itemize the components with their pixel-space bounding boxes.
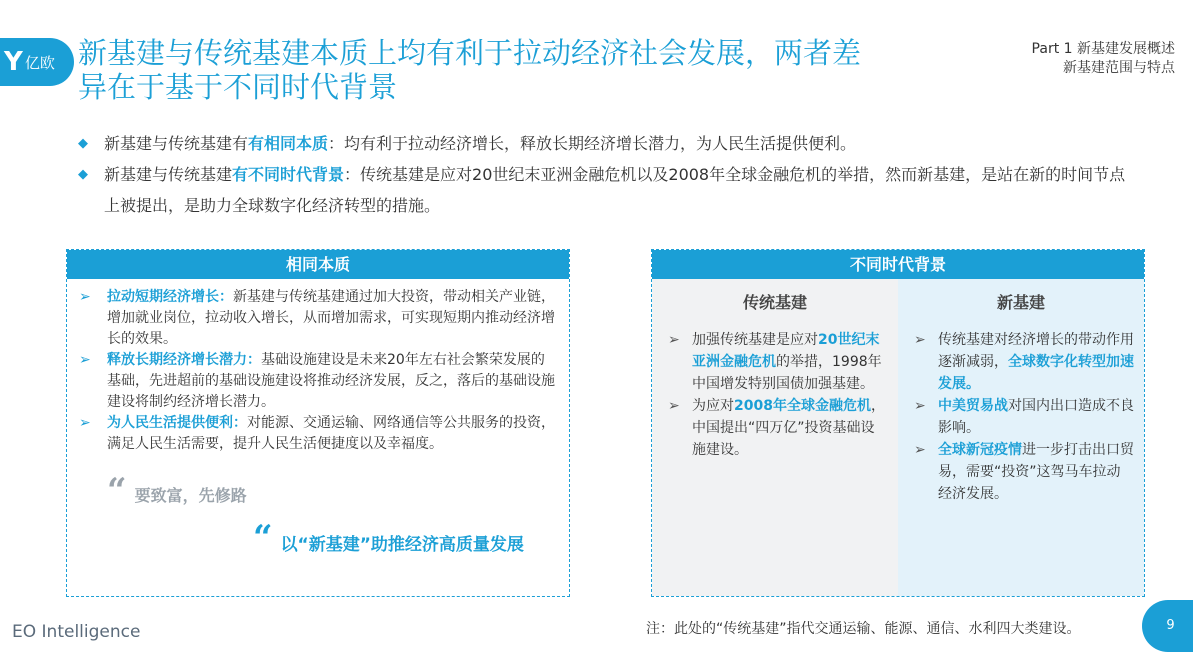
footer-brand: EO Intelligence: [12, 622, 141, 642]
intro-bullets: [78, 128, 1138, 221]
bullet-same-essence: [78, 128, 1138, 159]
list-item: ➢ 中美贸易战对国内出口造成不良影响。: [914, 395, 1134, 439]
arrow-icon: ➢: [79, 289, 91, 305]
traditional-title: 传统基建: [742, 293, 807, 312]
bullet-prefix: 新基建与传统基建有: [104, 134, 249, 153]
bullet-highlight: 有相同本质: [248, 134, 329, 153]
list-item: ➢ 传统基建对经济增长的带动作用逐渐减弱，全球数字化转型加速发展。: [914, 329, 1134, 395]
item-label: 释放长期经济增长潜力：: [107, 352, 261, 368]
part-subtitle: 新基建范围与特点: [1063, 60, 1175, 76]
arrow-icon: ➢: [914, 442, 926, 458]
diamond-icon: ◆: [78, 167, 88, 182]
arrow-icon: ➢: [914, 398, 926, 414]
bullet-different-background: [78, 159, 1138, 221]
item-text: 对能源、交通运输、网络通信等公共服务的投资，满足人民生活需要，提升人民生活便捷度以及幸福度。: [107, 415, 555, 452]
different-background-box: [651, 249, 1145, 597]
quote-icon: “: [253, 518, 273, 558]
item-text: 新基建与传统基建通过加大投资，带动相关产业链，增加就业岗位，拉动收入增长，从而增加需求，可实现短期内推动经济增长的效果。: [107, 289, 555, 347]
quote-icon: “: [107, 471, 127, 511]
list-item: [77, 287, 555, 350]
page-number: 9: [1142, 600, 1193, 652]
diamond-icon: ◆: [78, 136, 88, 151]
same-essence-header: 相同本质: [67, 250, 569, 279]
page-title: [78, 36, 918, 104]
bullet-text: ：均有利于拉动经济增长，释放长期经济增长潜力，为人民生活提供便利。: [328, 134, 857, 153]
logo-mark: Y: [4, 47, 23, 77]
quote-slogan-old: [107, 471, 247, 516]
same-essence-list: [67, 279, 569, 455]
quote-slogan-new: [253, 518, 524, 567]
list-item: ➢ 加强传统基建是应对20世纪末亚洲金融危机的举措，1998年中国增发特别国债加强基建。: [668, 329, 888, 395]
footnote: 注：此处的“传统基建”指代交通运输、能源、通信、水利四大类建设。: [646, 621, 1081, 637]
arrow-icon: ➢: [668, 332, 680, 348]
section-label: [1032, 40, 1175, 78]
new-infra-title: 新基建: [996, 293, 1045, 312]
quote-text: 以“新基建”助推经济高质量发展: [280, 535, 524, 555]
item-label: 为人民生活提供便利：: [107, 415, 247, 431]
bullet-prefix: 新基建与传统基建: [104, 165, 233, 184]
list-item: [77, 413, 555, 455]
logo-text: 亿欧: [24, 53, 55, 72]
different-background-header: 不同时代背景: [652, 250, 1144, 279]
title-line-1: 新基建与传统基建本质上均有利于拉动经济社会发展，两者差: [78, 36, 862, 70]
quote-text: 要致富，先修路: [134, 486, 247, 505]
title-line-2: 异在于基于不同时代背景: [78, 70, 398, 104]
item-text: 基础设施建设是未来20年左右社会繁荣发展的基础，先进超前的基础设施建设将推动经济发展，反之，落后的基础设施建设将制约经济增长潜力。: [107, 352, 555, 410]
bullet-text: ：传统基建是应对20世纪末亚洲金融危机以及2008年全球金融危机的举措，然而新基建，是站在新的时间节点上被提出，是助力全球数字化经济转型的措施。: [104, 165, 1126, 215]
same-essence-box: [66, 249, 570, 597]
bullet-highlight: 有不同时代背景: [232, 165, 345, 184]
list-item: [77, 350, 555, 413]
arrow-icon: ➢: [668, 398, 680, 414]
new-infra-column: [898, 279, 1144, 596]
company-logo: [0, 38, 74, 86]
comparison-columns: [652, 279, 1144, 596]
part-title: Part 1 新基建发展概述: [1031, 41, 1175, 57]
list-item: ➢ 全球新冠疫情进一步打击出口贸易，需要“投资”这驾马车拉动经济发展。: [914, 439, 1134, 505]
arrow-icon: ➢: [79, 415, 91, 431]
arrow-icon: ➢: [914, 332, 926, 348]
item-label: 拉动短期经济增长：: [107, 289, 233, 305]
list-item: ➢ 为应对2008年全球金融危机，中国提出“四万亿”投资基础设施建设。: [668, 395, 888, 461]
traditional-column: [652, 279, 898, 596]
arrow-icon: ➢: [79, 352, 91, 368]
